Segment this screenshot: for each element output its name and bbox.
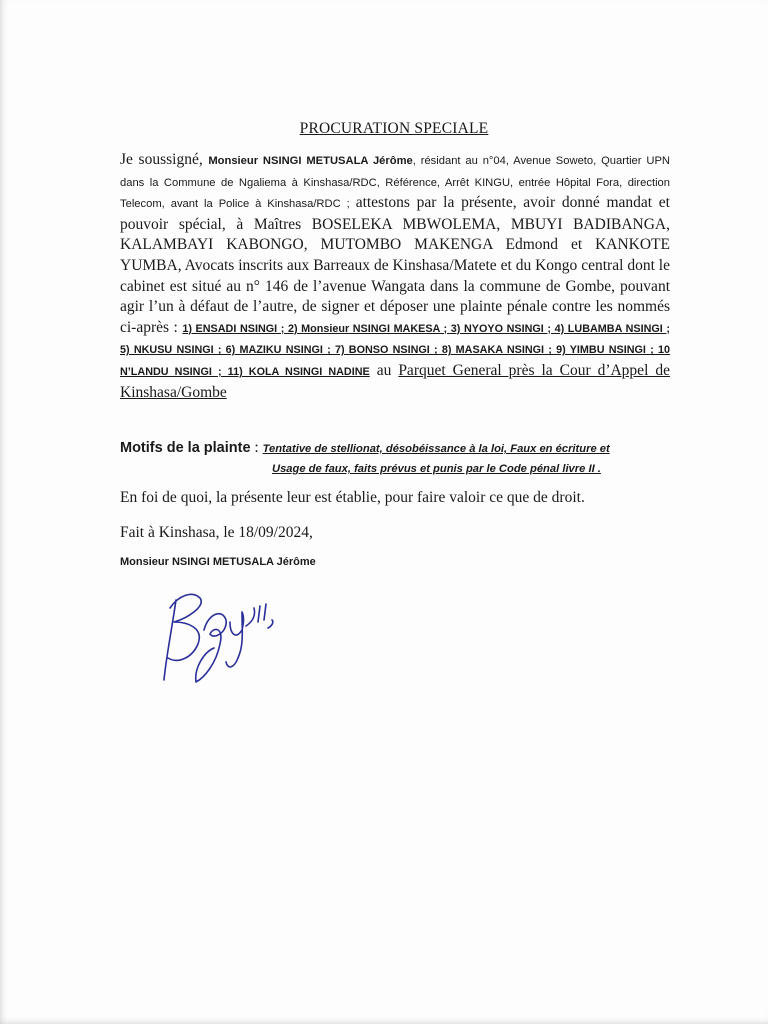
complaint-grounds (120, 438, 675, 479)
grounds-line-1: Tentative de stellionat, désobéissance à la loi, Faux en écriture et (262, 443, 610, 455)
signer-name: Monsieur NSINGI METUSALA Jérôme (120, 556, 316, 568)
connector-text: au (369, 361, 399, 379)
principal-name: Monsieur NSINGI METUSALA Jérôme (208, 155, 413, 167)
grounds-separator: : (250, 439, 263, 456)
document-title: PROCURATION SPECIALE (299, 120, 489, 137)
mandate-paragraph (120, 150, 670, 403)
intro-text: Je soussigné, (120, 151, 209, 168)
handwritten-signature (148, 578, 288, 688)
mandate-text: attestons par la présente, avoir donné mandat et pouvoir spécial, à Maîtres BOSELEKA MBWOLEMA, MBUYI BADIBANGA, KALAMBAYI KABONGO, MUTOMBO MAKENGA Edmond et KANKOTE YUMBA, Avocats inscrits aux Barreaux de Kinshasa/Matete et du Kongo central dont le cabinet est situé au n° 146 de l’avenue Wangata dans la commune de Gombe, pouvant agir l’un à défaut de l’autre, de signer et déposer une plainte pénale contre les nommés ci-après : (120, 194, 670, 336)
place-and-date: Fait à Kinshasa, le 18/09/2024, (120, 524, 313, 541)
principal-address: , résidant au n°04, Avenue Soweto, Quartier UPN dans la Commune de Ngaliema à Kinshasa/RDC, Référence, Arrêt KINGU, entrée Hôpital Fora, direction Telecom, avant la Police à Kinshasa/RDC ; (120, 155, 670, 211)
grounds-line-2: Usage de faux, faits prévus et punis par le Code pénal livre II . (272, 463, 601, 475)
court-name: Parquet General près la Cour d’Appel de Kinshasa/Gombe (120, 361, 670, 401)
grounds-label: Motifs de la plainte (120, 440, 251, 456)
defendants-list: 1) ENSADI NSINGI ; 2) Monsieur NSINGI MAKESA ; 3) NYOYO NSINGI ; 4) LUBAMBA NSINGI ; 5) NKUSU NSINGI ; 6) MAZIKU NSINGI ; 7) BONSO NSINGI ; 8) MASAKA NSINGI ; 9) YIMBU NSINGI ; 10 N’LANDU NSINGI ; 11) KOLA NSINGI NADINE (120, 322, 670, 378)
closing-statement: En foi de quoi, la présente leur est établie, pour faire valoir ce que de droit. (120, 489, 585, 506)
